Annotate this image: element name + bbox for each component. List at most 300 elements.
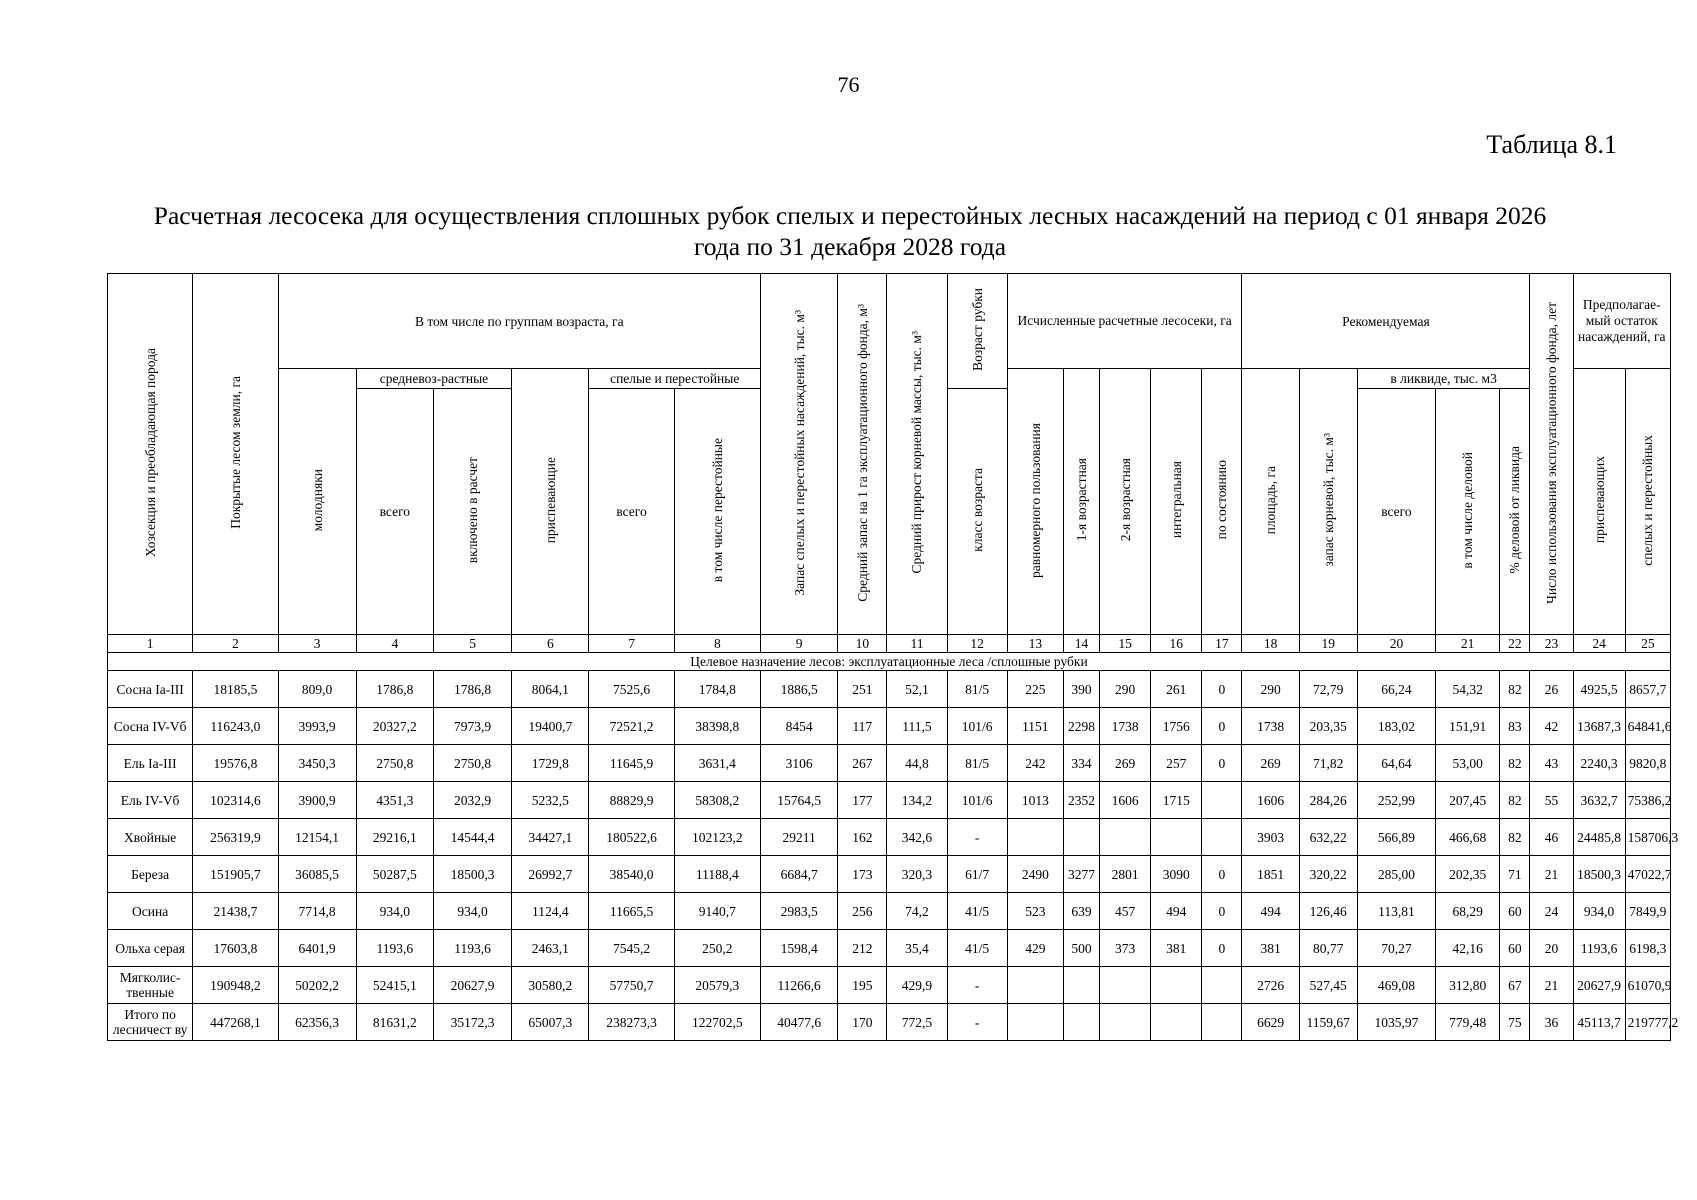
- table-cell: 50287,5: [356, 856, 433, 893]
- table-cell: 809,0: [278, 671, 356, 708]
- table-cell: [1063, 967, 1099, 1004]
- header-years-usage: Число использования эксплуатационного фонда, лет: [1530, 274, 1573, 635]
- table-cell: 75: [1500, 1004, 1530, 1041]
- table-cell: 8657,7: [1625, 671, 1670, 708]
- row-label: Хвойные: [108, 819, 193, 856]
- table-cell: -: [947, 1004, 1007, 1041]
- table-cell: 158706,3: [1625, 819, 1670, 856]
- table-cell: 267: [838, 745, 887, 782]
- table-cell: 50202,2: [278, 967, 356, 1004]
- column-number: 14: [1063, 635, 1099, 653]
- table-cell: 7849,9: [1625, 893, 1670, 930]
- table-cell: 202,35: [1436, 856, 1500, 893]
- table-cell: 257: [1151, 745, 1202, 782]
- table-cell: [1202, 819, 1242, 856]
- table-cell: 21: [1530, 967, 1573, 1004]
- table-cell: 494: [1151, 893, 1202, 930]
- header-avg-growth: Средний прирост корневой массы, тыс. м³: [887, 274, 947, 635]
- table-cell: 1738: [1100, 708, 1151, 745]
- table-cell: 285,00: [1357, 856, 1435, 893]
- table-cell: 238273,3: [589, 1004, 674, 1041]
- table-cell: 20: [1530, 930, 1573, 967]
- table-cell: [1100, 1004, 1151, 1041]
- header-liquid-total: всего: [1357, 389, 1435, 635]
- table-cell: 71: [1500, 856, 1530, 893]
- section-title: Целевое назначение лесов: эксплуатационные леса /сплошные рубки: [108, 653, 1671, 671]
- table-cell: 72521,2: [589, 708, 674, 745]
- table-cell: 3450,3: [278, 745, 356, 782]
- table-cell: 67: [1500, 967, 1530, 1004]
- table-cell: 342,6: [887, 819, 947, 856]
- header-avg-stock: Средний запас на 1 га эксплуатационного фонда, м³: [838, 274, 887, 635]
- table-cell: 61/7: [947, 856, 1007, 893]
- column-number: 8: [674, 635, 760, 653]
- column-number: 16: [1151, 635, 1202, 653]
- table-cell: 116243,0: [193, 708, 278, 745]
- table-cell: 60: [1500, 893, 1530, 930]
- table-cell: 2240,3: [1573, 745, 1625, 782]
- table-cell: 29216,1: [356, 819, 433, 856]
- header-remain-maturing: приспевающих: [1573, 369, 1625, 635]
- table-cell: 183,02: [1357, 708, 1435, 745]
- row-label: Осина: [108, 893, 193, 930]
- table-cell: 632,22: [1299, 819, 1357, 856]
- table-cell: 779,48: [1436, 1004, 1500, 1041]
- table-cell: 151,91: [1436, 708, 1500, 745]
- header-liquid: в ликвиде, тыс. м3: [1357, 369, 1530, 389]
- table-cell: 1851: [1242, 856, 1299, 893]
- table-cell: 45113,7: [1573, 1004, 1625, 1041]
- table-cell: 8064,1: [512, 671, 589, 708]
- table-cell: 500: [1063, 930, 1099, 967]
- column-number: 22: [1500, 635, 1530, 653]
- header-middle-total: всего: [356, 389, 433, 635]
- table-cell: 1598,4: [761, 930, 838, 967]
- header-remain-mature: спелых и перестойных: [1625, 369, 1670, 635]
- table-cell: 47022,7: [1625, 856, 1670, 893]
- row-label: Ольха серая: [108, 930, 193, 967]
- table-cell: 7545,2: [589, 930, 674, 967]
- table-cell: 0: [1202, 856, 1242, 893]
- table-cell: 0: [1202, 745, 1242, 782]
- table-cell: 2032,9: [433, 782, 511, 819]
- column-number: 23: [1530, 635, 1573, 653]
- table-cell: 43: [1530, 745, 1573, 782]
- column-number: 3: [278, 635, 356, 653]
- table-cell: 2463,1: [512, 930, 589, 967]
- header-age-class: класс возраста: [947, 389, 1007, 635]
- table-cell: 68,29: [1436, 893, 1500, 930]
- header-condition: по состоянию: [1202, 369, 1242, 635]
- table-cell: 1035,97: [1357, 1004, 1435, 1041]
- table-cell: [1202, 967, 1242, 1004]
- table-cell: 20579,3: [674, 967, 760, 1004]
- table-cell: 65007,3: [512, 1004, 589, 1041]
- table-cell: 74,2: [887, 893, 947, 930]
- table-body: [108, 671, 1679, 1041]
- table-cell: 81/5: [947, 745, 1007, 782]
- column-number: 2: [193, 635, 278, 653]
- table-cell: 44,8: [887, 745, 947, 782]
- column-number: 21: [1436, 635, 1500, 653]
- table-cell: 41/5: [947, 893, 1007, 930]
- column-number: 18: [1242, 635, 1299, 653]
- header-included: включено в расчет: [433, 389, 511, 635]
- table-cell: 117: [838, 708, 887, 745]
- table-cell: 173: [838, 856, 887, 893]
- table-cell: 2298: [1063, 708, 1099, 745]
- header-commercial-percent: % деловой от ликвида: [1500, 389, 1530, 635]
- table-cell: 195: [838, 967, 887, 1004]
- header-commercial: в том числе деловой: [1436, 389, 1500, 635]
- table-cell: 0: [1202, 930, 1242, 967]
- table-cell: 80,77: [1299, 930, 1357, 967]
- table-cell: 0: [1202, 671, 1242, 708]
- column-number: 5: [433, 635, 511, 653]
- harvest-table: [107, 273, 1679, 1041]
- table-cell: [1151, 967, 1202, 1004]
- table-cell: 30580,2: [512, 967, 589, 1004]
- table-cell: 34427,1: [512, 819, 589, 856]
- table-cell: 20327,2: [356, 708, 433, 745]
- table-cell: 7525,6: [589, 671, 674, 708]
- table-cell: 212: [838, 930, 887, 967]
- table-cell: 1786,8: [433, 671, 511, 708]
- header-mature: спелые и перестойные: [589, 369, 761, 389]
- table-cell: 82: [1500, 671, 1530, 708]
- table-cell: 177: [838, 782, 887, 819]
- column-number: 15: [1100, 635, 1151, 653]
- column-number: 6: [512, 635, 589, 653]
- table-cell: 934,0: [433, 893, 511, 930]
- table-row: [108, 967, 1671, 1004]
- table-cell: 62356,3: [278, 1004, 356, 1041]
- table-cell: 320,3: [887, 856, 947, 893]
- column-number: 13: [1007, 635, 1063, 653]
- table-cell: 429: [1007, 930, 1063, 967]
- table-cell: 102314,6: [193, 782, 278, 819]
- table-cell: 3106: [761, 745, 838, 782]
- table-cell: 113,81: [1357, 893, 1435, 930]
- row-label: Береза: [108, 856, 193, 893]
- table-cell: 134,2: [887, 782, 947, 819]
- header-young: молодняки: [278, 369, 356, 635]
- row-label: Ель IV-Vб: [108, 782, 193, 819]
- table-cell: 3903: [1242, 819, 1299, 856]
- table-cell: 252,99: [1357, 782, 1435, 819]
- table-cell: [1063, 819, 1099, 856]
- header-calculated: Исчисленные расчетные лесосеки, га: [1007, 274, 1242, 369]
- table-cell: 2801: [1100, 856, 1151, 893]
- table-cell: -: [947, 967, 1007, 1004]
- column-number: 25: [1625, 635, 1670, 653]
- column-numbers-row: [108, 635, 1671, 653]
- table-cell: 13687,3: [1573, 708, 1625, 745]
- table-cell: 42: [1530, 708, 1573, 745]
- row-label: Мягколис-твенные: [108, 967, 193, 1004]
- table-cell: 111,5: [887, 708, 947, 745]
- table-cell: 225: [1007, 671, 1063, 708]
- table-cell: 26992,7: [512, 856, 589, 893]
- header-mature-total: всего: [589, 389, 674, 635]
- table-cell: 7714,8: [278, 893, 356, 930]
- table-cell: 2983,5: [761, 893, 838, 930]
- table-cell: 41/5: [947, 930, 1007, 967]
- table-cell: 151905,7: [193, 856, 278, 893]
- table-cell: 469,08: [1357, 967, 1435, 1004]
- table-cell: 269: [1100, 745, 1151, 782]
- header-integral: интегральная: [1151, 369, 1202, 635]
- header-recommended: Рекомендуемая: [1242, 274, 1530, 369]
- table-cell: 1151: [1007, 708, 1063, 745]
- table-cell: 457: [1100, 893, 1151, 930]
- table-row: [108, 745, 1671, 782]
- table-row: [108, 893, 1671, 930]
- table-cell: 381: [1242, 930, 1299, 967]
- table-cell: 60: [1500, 930, 1530, 967]
- table-cell: 390: [1063, 671, 1099, 708]
- table-row: [108, 930, 1671, 967]
- row-label: Сосна IV-Vб: [108, 708, 193, 745]
- column-number: 4: [356, 635, 433, 653]
- table-cell: 250,2: [674, 930, 760, 967]
- table-cell: 4925,5: [1573, 671, 1625, 708]
- table-cell: 429,9: [887, 967, 947, 1004]
- table-cell: 46: [1530, 819, 1573, 856]
- header-root-stock: запас корневой, тыс. м³: [1299, 369, 1357, 635]
- header-species: Хозсекция и преобладающая порода: [108, 274, 193, 635]
- table-cell: 14544,4: [433, 819, 511, 856]
- row-label: Итого по лесничест ву: [108, 1004, 193, 1041]
- table-cell: 54,32: [1436, 671, 1500, 708]
- table-cell: 21438,7: [193, 893, 278, 930]
- table-cell: 203,35: [1299, 708, 1357, 745]
- table-cell: [1100, 819, 1151, 856]
- table-cell: 190948,2: [193, 967, 278, 1004]
- table-cell: 381: [1151, 930, 1202, 967]
- table-cell: 70,27: [1357, 930, 1435, 967]
- table-cell: 1013: [1007, 782, 1063, 819]
- table-cell: 6401,9: [278, 930, 356, 967]
- table-cell: 447268,1: [193, 1004, 278, 1041]
- table-cell: 3277: [1063, 856, 1099, 893]
- table-cell: 566,89: [1357, 819, 1435, 856]
- table-cell: 1786,8: [356, 671, 433, 708]
- table-row: [108, 1004, 1671, 1041]
- table-cell: 58308,2: [674, 782, 760, 819]
- table-cell: 64,64: [1357, 745, 1435, 782]
- table-cell: 290: [1100, 671, 1151, 708]
- table-cell: 6629: [1242, 1004, 1299, 1041]
- table-cell: 19576,8: [193, 745, 278, 782]
- table-cell: 88829,9: [589, 782, 674, 819]
- table-row: [108, 856, 1671, 893]
- table-cell: 21: [1530, 856, 1573, 893]
- table-cell: 35172,3: [433, 1004, 511, 1041]
- table-cell: 52,1: [887, 671, 947, 708]
- table-cell: 72,79: [1299, 671, 1357, 708]
- header-middle-aged: средневоз-растные: [356, 369, 511, 389]
- table-cell: 24485,8: [1573, 819, 1625, 856]
- table-cell: 170: [838, 1004, 887, 1041]
- table-cell: 1124,4: [512, 893, 589, 930]
- table-cell: 55: [1530, 782, 1573, 819]
- table-cell: [1100, 967, 1151, 1004]
- table-row: [108, 819, 1671, 856]
- header-age-groups: В том числе по группам возраста, га: [278, 274, 761, 369]
- header-overmature: в том числе перестойные: [674, 389, 760, 635]
- table-cell: 4351,3: [356, 782, 433, 819]
- table-cell: 523: [1007, 893, 1063, 930]
- table-cell: 7973,9: [433, 708, 511, 745]
- table-cell: 122702,5: [674, 1004, 760, 1041]
- table-cell: 38398,8: [674, 708, 760, 745]
- table-cell: 42,16: [1436, 930, 1500, 967]
- table-cell: 57750,7: [589, 967, 674, 1004]
- table-cell: 1784,8: [674, 671, 760, 708]
- table-cell: 82: [1500, 782, 1530, 819]
- table-cell: 6198,3: [1625, 930, 1670, 967]
- table-cell: 284,26: [1299, 782, 1357, 819]
- table-cell: 15764,5: [761, 782, 838, 819]
- table-cell: 20627,9: [433, 967, 511, 1004]
- table-cell: 1886,5: [761, 671, 838, 708]
- table-cell: 12154,1: [278, 819, 356, 856]
- table-cell: 3631,4: [674, 745, 760, 782]
- table-cell: 38540,0: [589, 856, 674, 893]
- table-cell: 24: [1530, 893, 1573, 930]
- table-cell: 26: [1530, 671, 1573, 708]
- column-number: 24: [1573, 635, 1625, 653]
- table-cell: 75386,2: [1625, 782, 1670, 819]
- table-cell: 373: [1100, 930, 1151, 967]
- header-cutting-age: Возраст рубки: [947, 274, 1007, 389]
- table-cell: 11266,6: [761, 967, 838, 1004]
- table-cell: 1159,67: [1299, 1004, 1357, 1041]
- header-area: площадь, га: [1242, 369, 1299, 635]
- table-cell: 11188,4: [674, 856, 760, 893]
- table-cell: 527,45: [1299, 967, 1357, 1004]
- table-cell: 8454: [761, 708, 838, 745]
- column-number: 10: [838, 635, 887, 653]
- table-cell: 11665,5: [589, 893, 674, 930]
- header-maturing: приспевающие: [512, 369, 589, 635]
- table-cell: 1729,8: [512, 745, 589, 782]
- table-cell: 0: [1202, 708, 1242, 745]
- table-cell: 82: [1500, 745, 1530, 782]
- table-cell: 71,82: [1299, 745, 1357, 782]
- table-row: [108, 708, 1671, 745]
- table-cell: 162: [838, 819, 887, 856]
- table-cell: 3632,7: [1573, 782, 1625, 819]
- table-cell: 1738: [1242, 708, 1299, 745]
- table-cell: 1193,6: [1573, 930, 1625, 967]
- table-cell: 269: [1242, 745, 1299, 782]
- table-cell: 53,00: [1436, 745, 1500, 782]
- header-forested-land: Покрытые лесом земли, га: [193, 274, 278, 635]
- table-cell: 18185,5: [193, 671, 278, 708]
- table-cell: 11645,9: [589, 745, 674, 782]
- table-cell: 1606: [1242, 782, 1299, 819]
- column-number: 11: [887, 635, 947, 653]
- table-cell: 1715: [1151, 782, 1202, 819]
- page-number: 76: [837, 72, 860, 97]
- table-cell: 312,80: [1436, 967, 1500, 1004]
- table-cell: 9140,7: [674, 893, 760, 930]
- table-cell: 101/6: [947, 782, 1007, 819]
- column-number: 19: [1299, 635, 1357, 653]
- table-cell: 2490: [1007, 856, 1063, 893]
- table-cell: 61070,9: [1625, 967, 1670, 1004]
- table-cell: 20627,9: [1573, 967, 1625, 1004]
- table-cell: 256: [838, 893, 887, 930]
- column-number: 9: [761, 635, 838, 653]
- table-cell: 35,4: [887, 930, 947, 967]
- table-cell: 3900,9: [278, 782, 356, 819]
- table-cell: 251: [838, 671, 887, 708]
- table-cell: 36: [1530, 1004, 1573, 1041]
- table-cell: 320,22: [1299, 856, 1357, 893]
- table-cell: 934,0: [1573, 893, 1625, 930]
- table-row: [108, 782, 1671, 819]
- table-cell: 17603,8: [193, 930, 278, 967]
- table-cell: [1202, 1004, 1242, 1041]
- table-cell: 82: [1500, 819, 1530, 856]
- table-row: [108, 671, 1671, 708]
- table-cell: 101/6: [947, 708, 1007, 745]
- table-cell: 180522,6: [589, 819, 674, 856]
- row-label: Ель Ia-III: [108, 745, 193, 782]
- table-cell: 334: [1063, 745, 1099, 782]
- header-uniform: равномерного пользования: [1007, 369, 1063, 635]
- table-cell: 36085,5: [278, 856, 356, 893]
- table-cell: 256319,9: [193, 819, 278, 856]
- table-cell: 3993,9: [278, 708, 356, 745]
- table-cell: 207,45: [1436, 782, 1500, 819]
- table-cell: [1007, 819, 1063, 856]
- table-cell: [1007, 1004, 1063, 1041]
- table-cell: 19400,7: [512, 708, 589, 745]
- table-cell: 494: [1242, 893, 1299, 930]
- column-number: 17: [1202, 635, 1242, 653]
- table-cell: 83: [1500, 708, 1530, 745]
- table-cell: 81/5: [947, 671, 1007, 708]
- table-cell: 18500,3: [433, 856, 511, 893]
- table-cell: 466,68: [1436, 819, 1500, 856]
- table-cell: 6684,7: [761, 856, 838, 893]
- table-cell: [1151, 1004, 1202, 1041]
- table-cell: 2750,8: [433, 745, 511, 782]
- table-cell: 2726: [1242, 967, 1299, 1004]
- table-cell: 40477,6: [761, 1004, 838, 1041]
- table-cell: 242: [1007, 745, 1063, 782]
- table-cell: 1756: [1151, 708, 1202, 745]
- header-age-2: 2-я возрастная: [1100, 369, 1151, 635]
- table-cell: 1606: [1100, 782, 1151, 819]
- table-cell: -: [947, 819, 1007, 856]
- table-cell: 18500,3: [1573, 856, 1625, 893]
- header-remaining: Предполагае-мый остаток насаждений, га: [1573, 274, 1671, 369]
- table-cell: 64841,6: [1625, 708, 1670, 745]
- header-age-1: 1-я возрастная: [1063, 369, 1099, 635]
- column-number: 1: [108, 635, 193, 653]
- table-cell: [1007, 967, 1063, 1004]
- table-cell: 219777,2: [1625, 1004, 1670, 1041]
- table-cell: 639: [1063, 893, 1099, 930]
- table-cell: 0: [1202, 893, 1242, 930]
- table-label: Таблица 8.1: [1486, 130, 1617, 159]
- column-number: 7: [589, 635, 674, 653]
